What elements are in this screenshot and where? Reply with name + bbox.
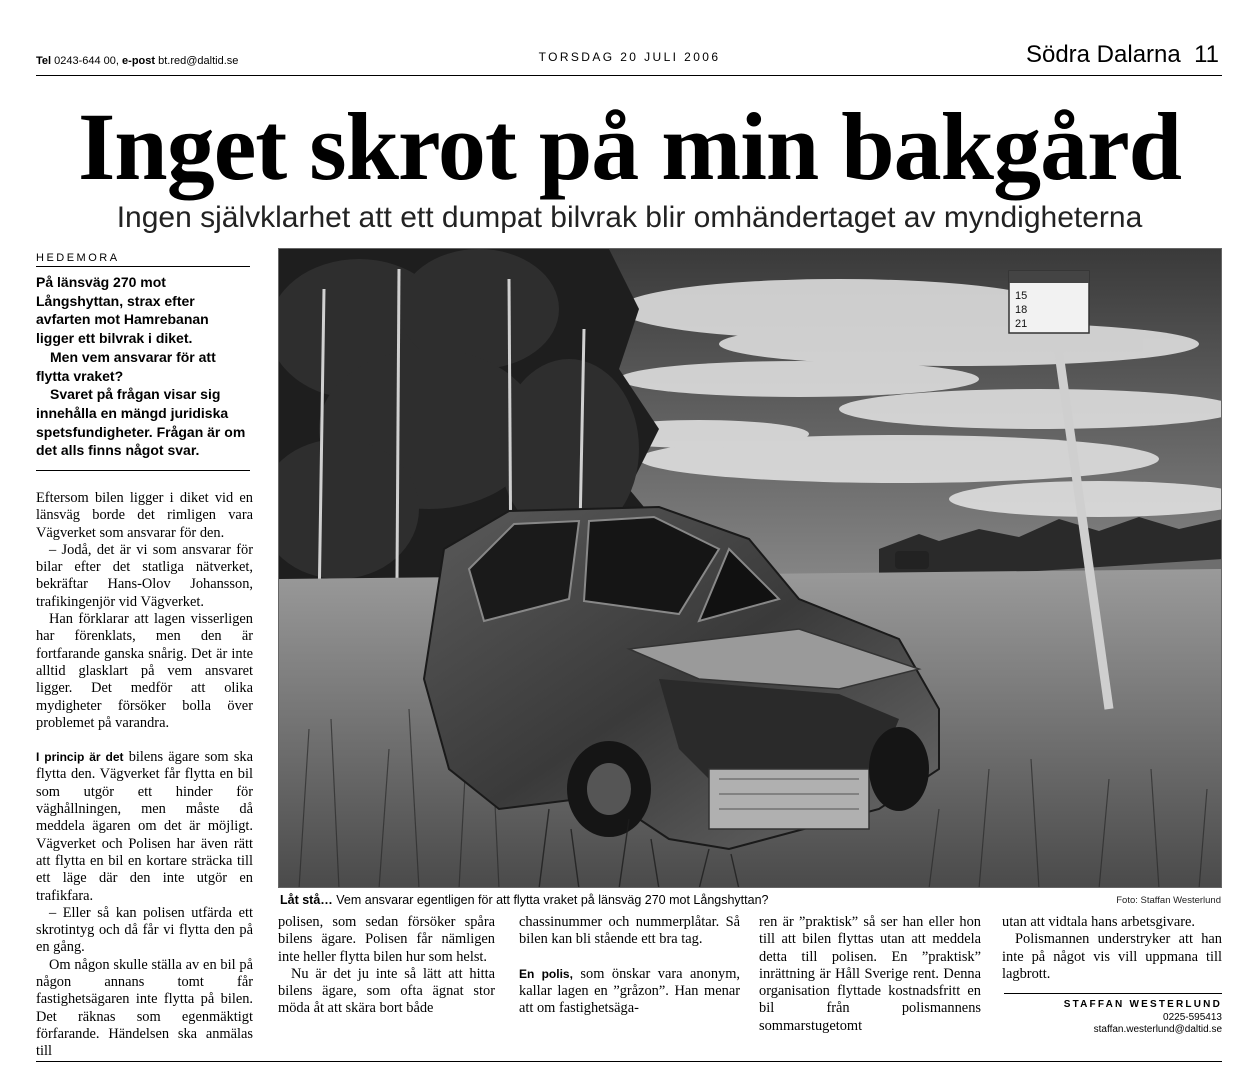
sign-number: 18 xyxy=(1015,304,1028,316)
photo-caption xyxy=(280,892,768,908)
page-bottom-divider xyxy=(36,1061,1222,1062)
paragraph-lead-in: I princip är det xyxy=(36,750,124,765)
caption-text: Vem ansvarar egentligen för att flytta vraket på länsväg 270 mot Långshyttan? xyxy=(332,893,769,907)
dateline: HEDEMORA xyxy=(36,252,120,264)
body-column-5 xyxy=(1002,914,1222,983)
body-paragraph: chassinummer och nummerplåtar. Så bilen kan bli stående ett bra tag. xyxy=(519,914,740,948)
body-paragraph: Han förklarar att lagen visserligen har förenklats, men den är fortfarande ganska snårig. Det är inte alltid glasklart på vem ansvaret ligger. Det medför att olika mydigheter försöker bolla över problemet på varandra. xyxy=(36,611,253,731)
body-column-3 xyxy=(519,914,740,1017)
body-paragraph: utan att vidtala hans arbetsgivare. xyxy=(1002,914,1196,930)
epost-label: e-post xyxy=(122,55,156,67)
body-paragraph: Eftersom bilen ligger i diket vid en länsväg borde det rimligen vara Vägverket som ansvarar för den. xyxy=(36,490,253,541)
paragraph-text: bilens ägare som ska flytta den. Vägverket får flytta en bil som utgör ett hinder för väghållningen, men måste då meddela ägaren om det är möjligt. Vägverket och Polisen har även rätt att flytta en bil en kortare sträcka till ett läge där den inte utgör en trafikfara. xyxy=(36,749,253,904)
paragraph-text: som önskar vara anonym, kallar lagen en ”gråzon”. Han menar att om fastighetsäga- xyxy=(519,965,741,1017)
body-paragraph xyxy=(519,966,740,1018)
ingress-paragraph: Svaret på frågan visar sig innehålla en mängd juridiska spetsfundigheter. Frågan är om det alls finns något svar. xyxy=(36,386,246,459)
byline: STAFFAN WESTERLUND xyxy=(1063,999,1222,1010)
body-paragraph: Polismannen understryker att han inte på något vis vill uppmana till lagbrott. xyxy=(1002,931,1222,982)
page-number: 11 xyxy=(1194,41,1219,68)
subheadline: Ingen självklarhet att ett dumpat bilvrak blir omhändertaget av myndigheterna xyxy=(116,201,1143,234)
tel-label: Tel xyxy=(36,55,52,67)
body-paragraph: Nu är det ju inte så lätt att hitta bilens ägare, som ofta ägnat stor möda åt att skära bort både xyxy=(278,965,495,1017)
sign-number: 15 xyxy=(1015,290,1028,302)
sign-number: 21 xyxy=(1015,318,1028,330)
body-column-2 xyxy=(278,914,495,1018)
photo-credit: Foto: Staffan Westerlund xyxy=(1116,895,1221,906)
tel-number: 0243-644 00, xyxy=(54,55,119,67)
body-paragraph: Om någon skulle ställa av en bil på någon annans tomt får fastighetsägaren inte flytta på bilen. Det räknas som egenmäktigt förfarande. Händelsen ska anmälas till xyxy=(36,956,253,1060)
author-email: staffan.westerlund@daltid.se xyxy=(1093,1024,1222,1035)
body-paragraph: – Jodå, det är vi som ansvarar för bilar efter det statliga nätverket, bekräftar Hans-Olov Johansson, trafikingenjör vid Vägverket. xyxy=(36,541,253,610)
body-paragraph: – Eller så kan polisen utfärda ett skrotintyg och då får vi flytta den på en gång. xyxy=(36,904,253,956)
body-column-1 xyxy=(36,490,253,1061)
body-paragraph xyxy=(36,749,253,905)
article-photo xyxy=(278,248,1222,888)
headline: Inget skrot på min bakgård xyxy=(77,93,1182,200)
ingress xyxy=(36,273,250,460)
ingress-paragraph: På länsväg 270 mot Långshyttan, strax efter avfarten mot Hamrebanan ligger ett bilvrak i diket. xyxy=(36,274,209,347)
ingress-divider xyxy=(36,470,250,471)
author-phone: 0225-595413 xyxy=(1163,1012,1222,1023)
section-name: Södra Dalarna xyxy=(1025,41,1181,68)
paragraph-lead-in: En polis, xyxy=(519,966,573,981)
byline-divider xyxy=(1004,993,1222,994)
caption-lead: Låt stå… xyxy=(280,893,333,907)
body-paragraph: ren är ”praktisk” så ser han eller hon till att bilen flyttas utan att meddela detta till polisen. En ”praktisk” inrättning är Håll Sverige rent. Denna organisation flyttade kostnadsfritt en bil från polismannens sommarstugetomt xyxy=(759,914,981,1034)
dateline-divider xyxy=(36,266,250,267)
header-divider xyxy=(36,75,1222,76)
ingress-paragraph: Men vem ansvarar för att flytta vraket? xyxy=(36,348,216,384)
body-paragraph: polisen, som sedan försöker spåra bilens ägare. Polisen får nämligen inte heller flytta bilen hur som helst. xyxy=(278,914,495,965)
section-title xyxy=(1026,41,1219,69)
issue-date: TORSDAG 20 JULI 2006 xyxy=(538,50,721,64)
body-column-4 xyxy=(759,914,981,1035)
contact-email: bt.red@daltid.se xyxy=(158,55,239,67)
road-sign xyxy=(1009,271,1089,333)
